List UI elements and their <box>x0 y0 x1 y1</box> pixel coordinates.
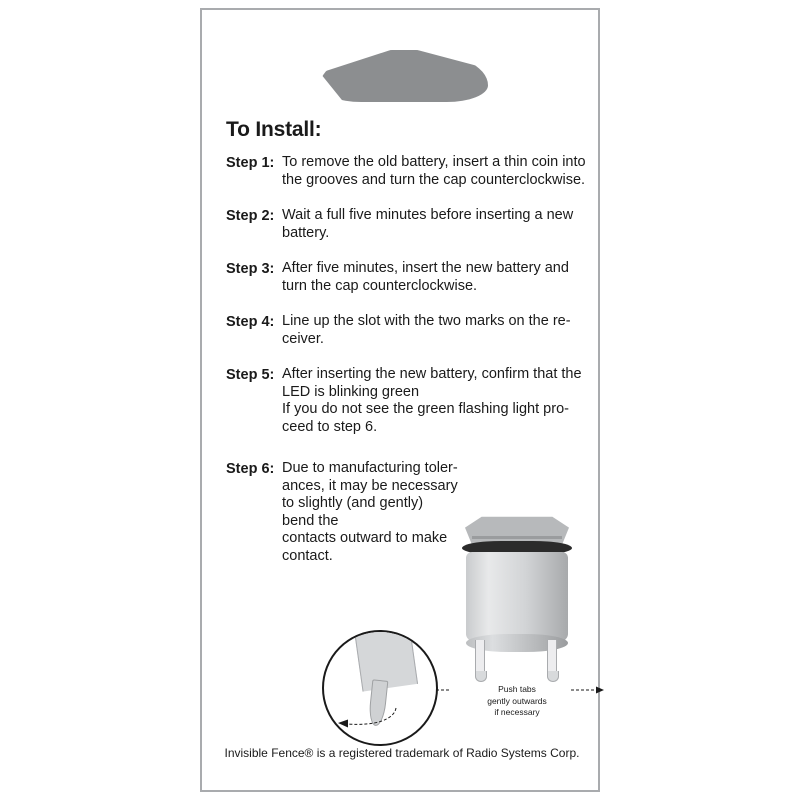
step-text-line: LED is blinking green <box>282 383 420 400</box>
step-text <box>282 366 584 436</box>
magnifier-detail-circle <box>322 630 438 746</box>
step-text-line: Due to manufacturing toler- <box>282 460 458 476</box>
step-text-line: After five minutes, insert the new battery and <box>282 260 569 276</box>
curved-bend-arrow-icon <box>334 704 404 730</box>
list-item <box>226 260 584 295</box>
step-text-line: If you do not see the green flashing light pro- <box>282 401 569 417</box>
step-text-line: bend the <box>282 512 339 529</box>
step-label: Step 3: <box>226 261 275 277</box>
caption-line: if necessary <box>494 707 540 717</box>
contact-tab-right <box>547 640 557 674</box>
list-item <box>226 207 584 242</box>
instruction-card <box>200 8 600 792</box>
step-text-line: To remove the old battery, insert a thin coin into <box>282 154 586 170</box>
step-label: Step 5: <box>226 367 275 383</box>
list-item <box>226 366 584 436</box>
step-label: Step 6: <box>226 461 275 477</box>
step-text-line: contacts outward to make <box>282 530 448 546</box>
list-item <box>226 154 584 189</box>
trademark-notice: Invisible Fence® is a registered trademark of Radio Systems Corp. <box>224 746 580 760</box>
cap-groove-line <box>472 536 562 539</box>
list-item <box>226 313 584 348</box>
step-text <box>282 154 586 189</box>
page-title: To Install: <box>226 118 322 141</box>
step-text <box>282 260 584 295</box>
step-text <box>282 207 584 242</box>
step-text-line: the grooves and turn the cap counterclockwise. <box>282 171 586 188</box>
caption-line: gently outwards <box>487 695 547 706</box>
contact-tab-left <box>475 640 485 674</box>
step-text-line: Line up the slot with the two marks on the re- <box>282 313 571 329</box>
step-text-line: to slightly (and gently) <box>282 495 424 511</box>
step-text-line: After inserting the new battery, confirm that the <box>282 366 582 382</box>
receiver-body <box>466 552 568 644</box>
caption-line: Push tabs <box>498 684 536 694</box>
step-text <box>282 313 584 348</box>
step-text-line: ceed to step 6. <box>282 418 378 435</box>
step-label: Step 4: <box>226 314 275 330</box>
step-text-line: turn the cap counterclockwise. <box>282 277 478 294</box>
step-label: Step 2: <box>226 208 275 224</box>
step-text-line: contact. <box>282 547 333 564</box>
receiver-collar-unit <box>442 508 592 724</box>
step-label: Step 1: <box>226 155 275 171</box>
step-text-line: ceiver. <box>282 330 324 347</box>
step-text-line: Wait a full five minutes before inserting a new <box>282 207 574 223</box>
step-text-line: ances, it may be necessary <box>282 477 458 494</box>
hang-tab-shape <box>320 50 488 102</box>
step-text-line: battery. <box>282 224 330 241</box>
illustration-caption <box>450 684 584 719</box>
